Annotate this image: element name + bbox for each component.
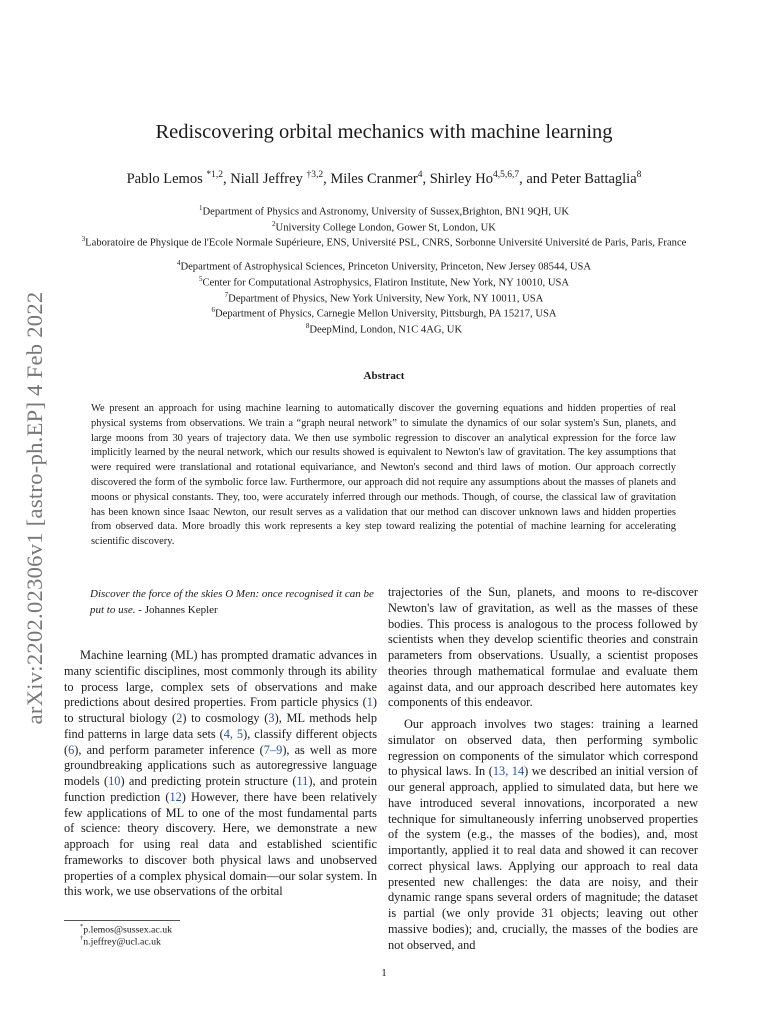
footnote-2: †n.jeffrey@ucl.ac.uk [80,935,161,948]
footnote-1: *p.lemos@sussex.ac.uk [80,923,172,936]
arxiv-id-text: arXiv:2202.02306v1 [astro-ph.EP] 4 Feb 2022 [22,291,47,725]
citation-link[interactable]: 3 [268,711,275,725]
author-3: Miles Cranmer$^4$, [330,170,430,187]
page-number: 1 [381,967,387,979]
citation-link[interactable]: 7–9 [263,742,283,757]
citation-link[interactable]: 12 [169,789,182,804]
author-2: Niall Jeffrey $^{\dagger 3,2}$, [230,170,331,187]
epigraph-author: - Johannes Kepler [138,603,218,616]
abstract-text: We present an approach for using machine learning to automatically discover the governing equations and hidden properties of real physical systems from observations. We train a “graph neural network” to simulate the dynamics of our solar system's Sun, planets, and large moons from 30 years of trajectory data. We then use symbolic regression to discover an analytical expression for the force law implicitly learned by the neural network, which our results showed is equivalent to Newton's law of gravitation. The key assumptions that were required were translational and rotational equivariance, and Newton's second and third laws of motion. Our approach correctly discovered the form of the symbolic force law. Furthermore, our approach did not require any assumptions about the masses of planets and moons or physical constants. They, too, were accurately inferred through our methods. Though, of course, the classical law of gravitation has been known since Isaac Newton, our result serves as a validation that our method can discover unknown laws and hidden properties from observed data. More broadly this work represents a key step toward realizing the potential of machine learning for accelerating scientific discovery. [91,403,676,548]
citation-link[interactable]: 1 [366,695,373,710]
citation-link[interactable]: 10 [108,774,121,788]
citation-link[interactable]: 13, 14 [492,764,525,779]
affiliation-1: $^1$Department of Physics and Astronomy, University of Sussex,Brighton, BN1 9QH, UK [198,204,570,218]
affiliation-7: $^7$Department of Physics, New York University, New York, NY 10011, USA [224,290,544,305]
author-1: Pablo Lemos $^{*1,2}$, [126,170,231,187]
left-column [64,648,377,900]
citation-link[interactable]: 11 [296,774,309,788]
right-column [388,585,698,953]
affiliation-2: $^2$University College London, Gower St, London, UK [272,219,496,234]
affiliation-3: $^3$Laboratoire de Physique de l'Ecole Normale Supérieure, ENS, Université PSL, CNRS, Sorbonne Université Université de Paris, Paris, France [81,235,687,249]
epigraph-quote: Discover the force of the skies O Men: once recognised it can be put to use. [90,588,374,616]
affiliation-6: $^6$Department of Physics, Carnegie Mellon University, Pittsburgh, PA 15217, USA [211,306,557,320]
author-list [0,170,768,188]
citation-link[interactable]: 2 [176,711,183,725]
approach-paragraph: Our approach involves two stages: training a learned simulator on observed data, then performing symbolic regression on components of the simulator which correspond to physical laws. In (13, 14) we described an initial version of our general approach, applied to simulated data, but here we have introduced several innovations, incorporated a new technique for simultaneously inferring unobserved properties of the system (e.g., the masses of the bodies), and, most importantly, applied it to real data and showed it can recover correct physical laws. Applying our approach to real data presented new challenges: the data are noisy, and their dynamic range spans several orders of magnitude; the dataset is partial (we only provide 31 objects; leaving out other massive bodies); and, crucially, the masses of the bodies are not observed, and [388,717,699,952]
intro-paragraph: Machine learning (ML) has prompted dramatic advances in many scientific disciplines, most commonly through its ability to process large, complex sets of observations and make predictions about desired properties. From particle physics (1) to structural biology (2) to cosmology (3), ML methods help find patterns in large data sets (4, 5), classify different objects (6), and perform parameter inference (7–9), as well as more groundbreaking applications such as autoregressive language models (10) and predicting protein structure (11), and protein function prediction (12) However, there have been relatively few applications of ML to one of the most fundamental parts of science: theory discovery. Here, we demonstrate a new approach for using real data and established scientific frameworks to discover both physical laws and unobserved properties of a complex physical domain—our solar system. In this work, we use observations of the orbital [64,648,378,899]
abstract-heading: Abstract [363,370,405,382]
citation-link[interactable]: 6 [68,742,75,757]
footnote-rule [64,920,180,921]
citation-link[interactable]: 4, 5 [223,726,244,741]
paper-title: Rediscovering orbital mechanics with machine learning [155,121,613,143]
continuation-paragraph: trajectories of the Sun, planets, and moons to re-discover Newton's law of gravitation, as well as the masses of these bodies. This process is analogous to the process followed by scientists when they develop scientific theories and constrain parameters from observations. Usually, a scientist proposes theories through mathematical formulae and evaluate them against data, and our approach described here automates key components of this endeavor. [388,585,698,710]
affiliation-8: $^8$DeepMind, London, N1C 4AG, UK [305,322,463,336]
arxiv-sidebar-identifier [22,258,48,758]
affiliation-4: $^4$Department of Astrophysical Sciences, Princeton University, Princeton, New Jersey 08544, USA [176,259,592,273]
epigraph [90,587,377,619]
author-4: Shirley Ho$^{4,5,6,7}$, and [429,170,551,187]
affiliation-5: $^5$Center for Computational Astrophysics, Flatiron Institute, New York, NY 10010, USA [198,275,570,289]
author-5: Peter Battaglia$^8$ [550,170,642,187]
